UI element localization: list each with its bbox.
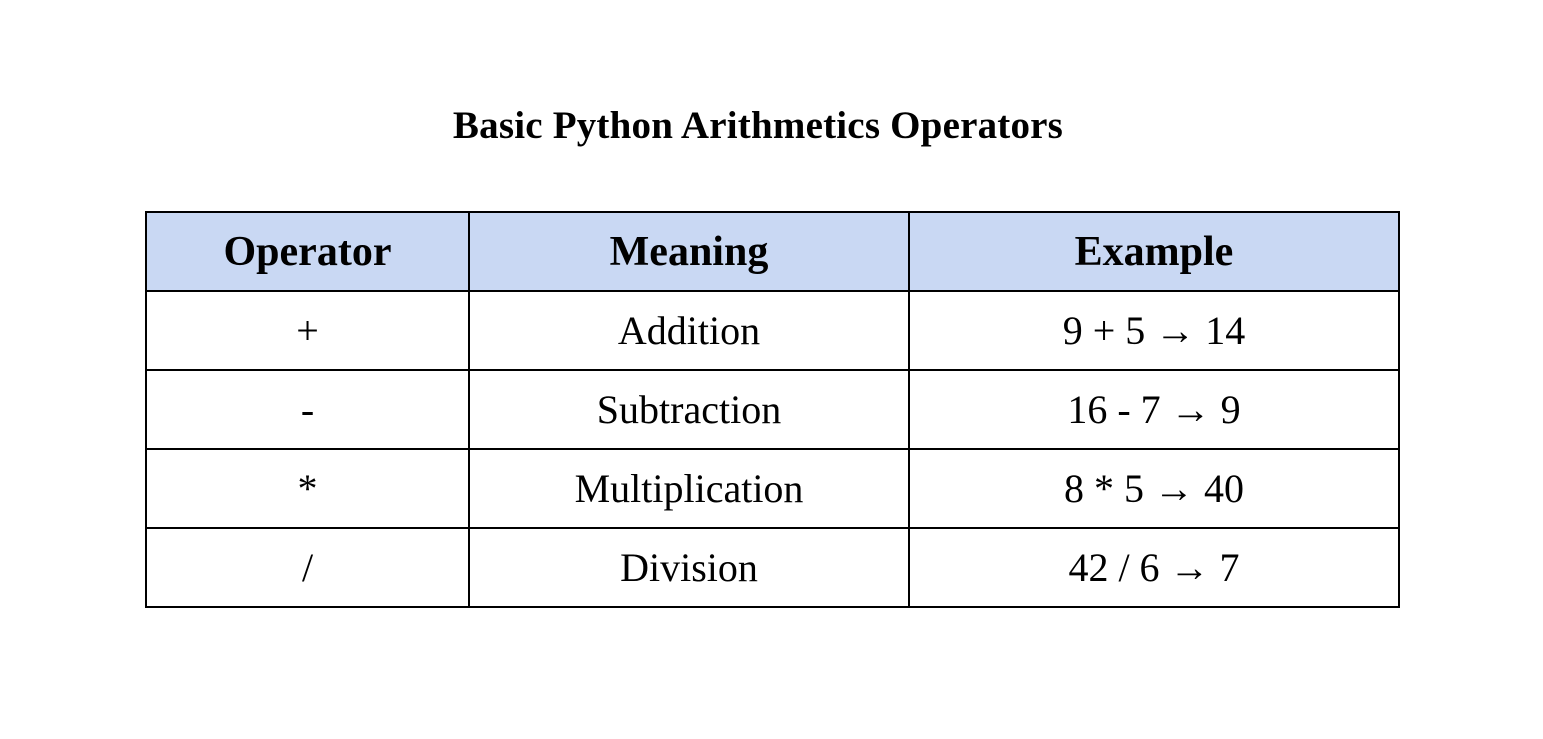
cell-example: 9 + 5 → 14 [909,291,1399,370]
cell-example: 8 * 5 → 40 [909,449,1399,528]
column-header-operator: Operator [146,212,469,291]
cell-meaning: Multiplication [469,449,909,528]
operators-table [145,211,1400,608]
cell-example: 42 / 6 → 7 [909,528,1399,607]
table-row [146,291,1399,370]
cell-meaning: Division [469,528,909,607]
cell-operator: / [146,528,469,607]
page-title: Basic Python Arithmetics Operators [452,104,1064,147]
cell-operator: - [146,370,469,449]
table-row [146,528,1399,607]
cell-operator: + [146,291,469,370]
cell-operator: * [146,449,469,528]
table-row [146,370,1399,449]
column-header-example: Example [909,212,1399,291]
cell-meaning: Addition [469,291,909,370]
cell-example: 16 - 7 → 9 [909,370,1399,449]
table-row [146,449,1399,528]
cell-meaning: Subtraction [469,370,909,449]
column-header-meaning: Meaning [469,212,909,291]
table-header-row [146,212,1399,291]
